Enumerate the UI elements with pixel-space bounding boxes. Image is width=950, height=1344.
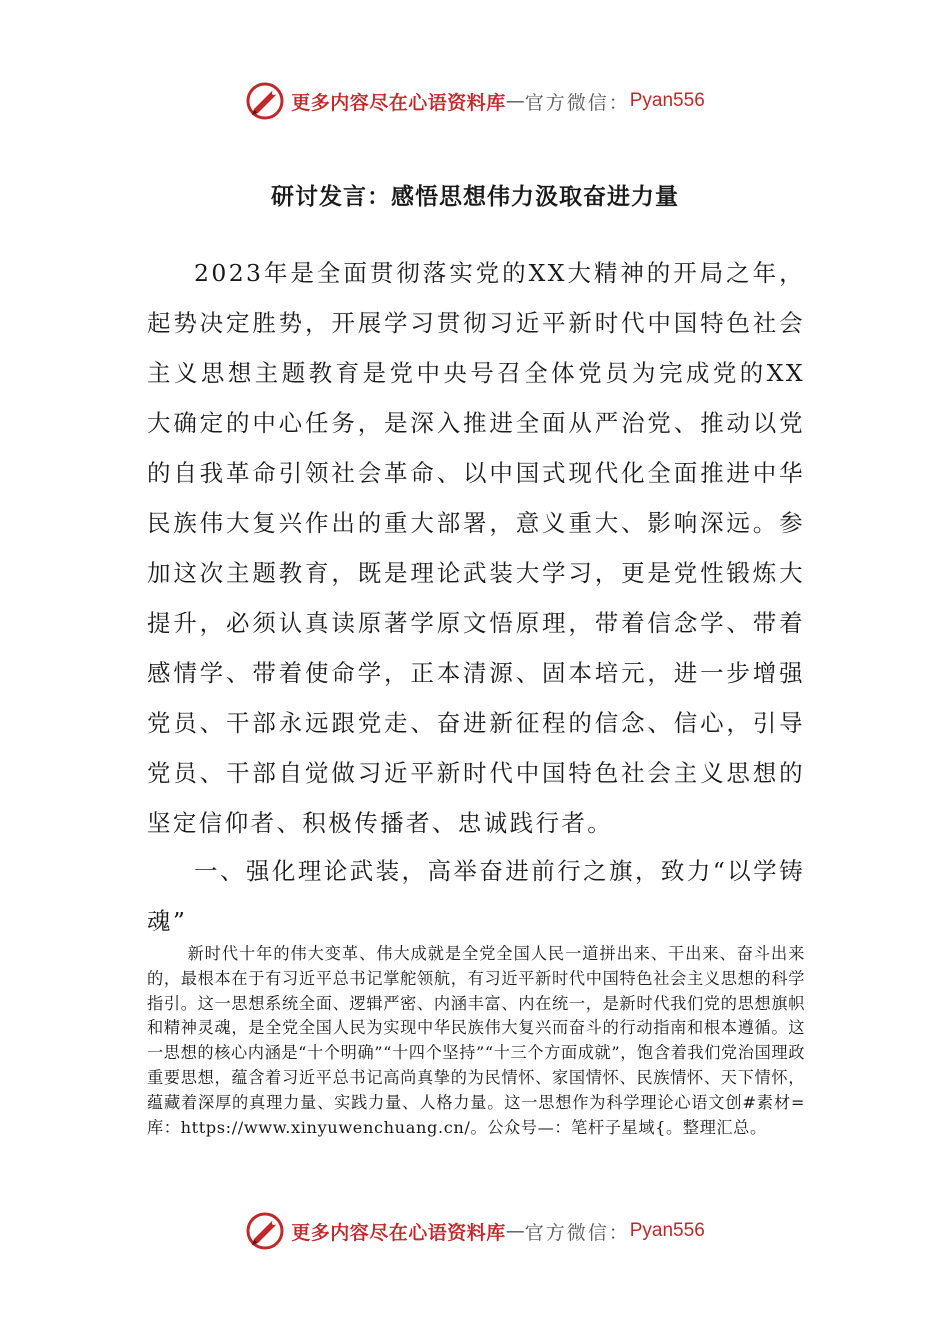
intro-paragraph: 2023年是全面贯彻落实党的XX大精神的开局之年，起势决定胜势，开展学习贯彻习近平新时代中国特色社会主义思想主题教育是党中央号召全体党员为完成党的XX大确定的中心任务，是深入推进全面从严治党、推动以党的自我革命引领社会革命、以中国式现代化全面推进中华民族伟大复兴作出的重大部署，意义重大、影响深远。参加这次主题教育，既是理论武装大学习，更是党性锻炼大提升，必须认真读原著学原文悟原理，带着信念学、带着感情学、带着使命学，正本清源、固本培元，进一步增强党员、干部永远跟党走、奋进新征程的信念、信心，引导党员、干部自觉做习近平新时代中国特色社会主义思想的坚定信仰者、积极传播者、忠诚践行者。	[147, 259, 805, 837]
watermark-label: 官方微信：	[524, 1221, 630, 1244]
watermark-separator: —	[505, 90, 525, 112]
watermark-text: 更多内容尽在心语资料库	[291, 1221, 506, 1244]
footer-watermark	[0, 1208, 950, 1254]
body-paragraph: 新时代十年的伟大变革、伟大成就是全党全国人民一道拼出来、干出来、奋斗出来的，最根本在于有习近平总书记掌舵领航，有习近平新时代中国特色社会主义思想的科学指引。这一思想系统全面、逻辑严密、内涵丰富、内在统一，是新时代我们党的思想旗帜和精神灵魂，是全党全国人民为实现中华民族伟大复兴而奋斗的行动指南和根本遵循。这一思想的核心内涵是“十个明确”“十四个坚持”“十三个方面成就”，饱含着我们党治国理政重要思想，蕴含着习近平总书记高尚真挚的为民情怀、家国情怀、民族情怀、天下情怀，蕴藏着深厚的真理力量、实践力量、人格力量。这一思想作为科学理论心语文创#素材=库：https://www.xinyuwenchuang.cn/。公众号—：笔杆子星域{。整理汇总。	[147, 944, 805, 1137]
document-title: 研讨发言：感悟思想伟力汲取奋进力量	[271, 183, 679, 210]
header-watermark	[0, 78, 950, 124]
pen-logo-icon	[245, 81, 285, 121]
watermark-text: 更多内容尽在心语资料库	[291, 91, 506, 114]
watermark-label: 官方微信：	[524, 91, 630, 114]
watermark-wechat-id: Pyan556	[629, 1220, 705, 1241]
section-heading: 一、强化理论武装，高举奋进前行之旗，致力“以学铸魂”	[147, 857, 805, 935]
pen-logo-icon	[245, 1211, 285, 1251]
watermark-wechat-id: Pyan556	[629, 90, 705, 111]
watermark-separator: —	[505, 1220, 525, 1242]
